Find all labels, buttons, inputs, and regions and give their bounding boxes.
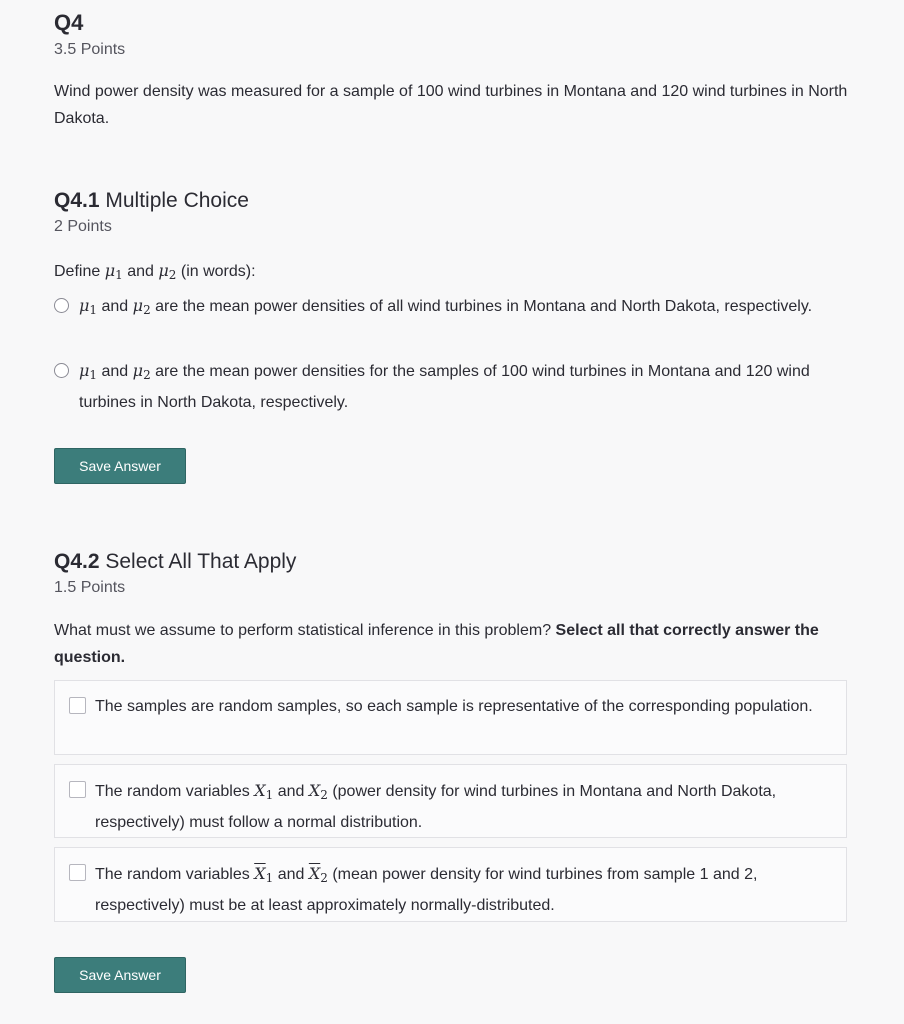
X2-symbol: $X_2$ [308,781,328,802]
checkbox[interactable] [69,864,86,881]
question-prompt: Wind power density was measured for a sample of 100 wind turbines in Montana and 120 wind turbines in North Dakota. [54,83,848,127]
subquestion-points: 2 Points [54,218,112,235]
subquestion-title-q4-2 [54,550,296,574]
subquestion-type: Select All That Apply [105,550,297,573]
mu1-symbol: $\mu_1$ [79,361,98,382]
save-answer-button[interactable]: Save Answer [54,448,186,484]
subquestion-prompt [54,257,256,289]
checkbox-option-1[interactable] [54,680,847,755]
save-answer-button[interactable]: Save Answer [54,957,186,993]
prompt-text: (in words): [180,263,256,280]
subquestion-number: Q4.2 [54,550,100,573]
mu2-symbol: $\mu_2$ [132,296,151,317]
option-label: $\mu_1$ and $\mu_2$ are the mean power densities of all wind turbines in Montana and North Dakota, respectively. [79,296,813,317]
X1-symbol: $X_1$ [254,781,274,802]
X2-bar-symbol: $\overline{X}_2$ [308,864,328,885]
prompt-bold-text: Select all that correctly answer the question. [54,622,819,666]
checkbox-option-3[interactable] [54,847,847,922]
radio-option-1[interactable] [54,292,844,324]
mu2-symbol: $\mu_2$ [158,261,177,282]
subquestion-title-q4-1 [54,189,249,213]
subquestion-number: Q4.1 [54,189,100,212]
checkbox[interactable] [69,697,86,714]
radio-option-2[interactable] [54,357,844,416]
subquestion-points: 1.5 Points [54,579,126,596]
option-label: The random variables $X_1$ and $X_2$ (power density for wind turbines in Montana and North Dakota, respectively) must follow a normal distribution. [95,781,777,831]
mu1-symbol: $\mu_1$ [79,296,98,317]
option-label: $\mu_1$ and $\mu_2$ are the mean power densities for the samples of 100 wind turbines in Montana and 120 wind turbines in North Dakota, respectively. [79,361,810,411]
mu1-symbol: $\mu_1$ [104,261,123,282]
mu2-symbol: $\mu_2$ [132,361,151,382]
X1-bar-symbol: $\overline{X}_1$ [254,864,274,885]
checkbox[interactable] [69,781,86,798]
prompt-text: Define [54,263,101,280]
subquestion-type: Multiple Choice [105,189,249,212]
question-title: Q4 [54,10,84,35]
option-label: The samples are random samples, so each sample is representative of the corresponding population. [95,698,813,715]
question-points: 3.5 Points [54,41,126,58]
prompt-text: and [127,263,154,280]
radio-button[interactable] [54,363,69,378]
subquestion-prompt: What must we assume to perform statistical inference in this problem? Select all that correctly answer the question. [54,622,819,666]
radio-button[interactable] [54,298,69,313]
option-label: The random variables $\overline{X}_1$ and $\overline{X}_2$ (mean power density for wind turbines from sample 1 and 2, respectively) must be at least approximately normally-distributed. [95,864,758,914]
checkbox-option-2[interactable] [54,764,847,838]
